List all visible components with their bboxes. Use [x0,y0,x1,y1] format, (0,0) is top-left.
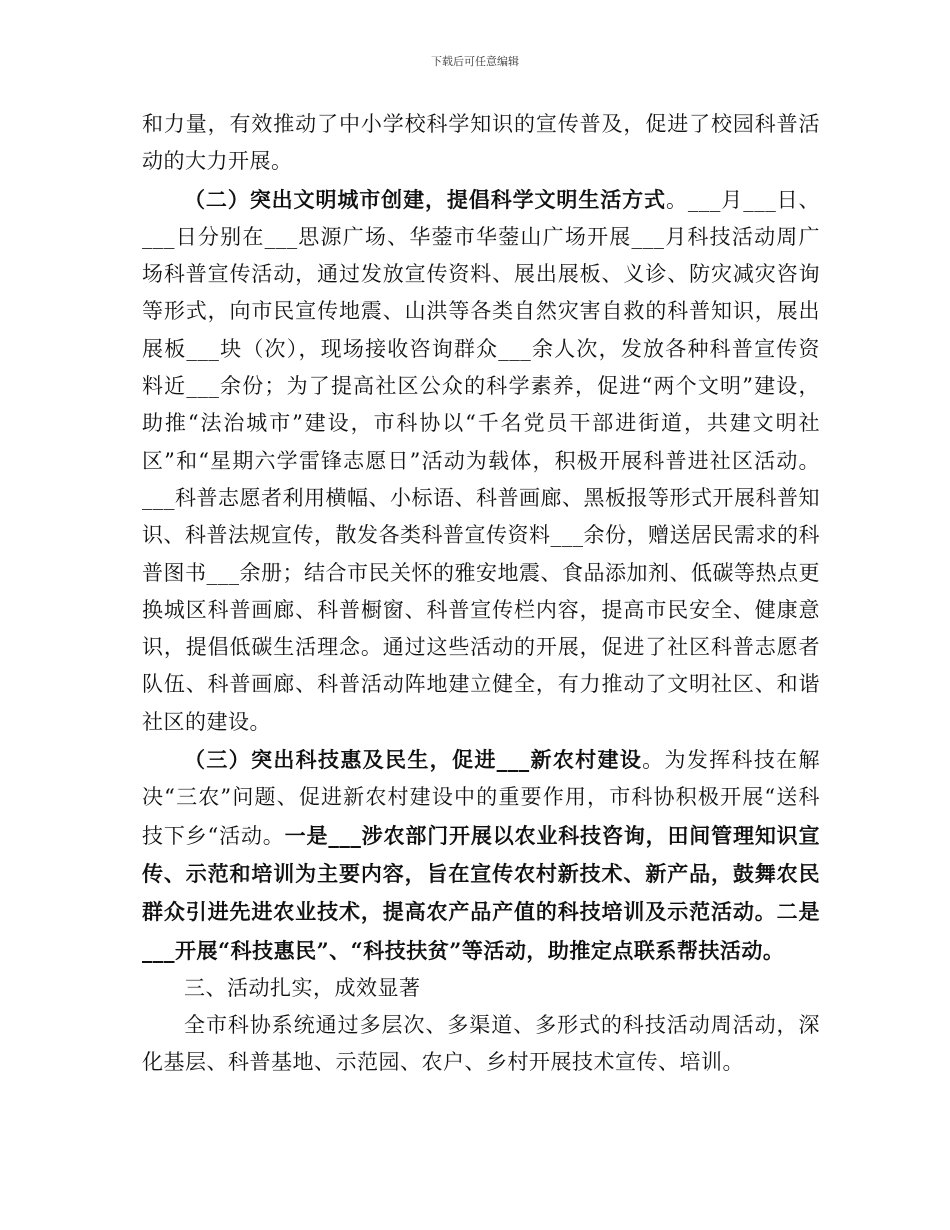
paragraph-3 [142,741,820,970]
subsection-2-heading: （二）突出文明城市创建，提倡科学文明生活方式 [184,186,666,212]
paragraph-4-text: 全市科协系统通过多层次、多渠道、多形式的科技活动周活动，深化基层、科普基地、示范园、农户、乡村开展技术宣传、培训。 [142,1013,820,1075]
paragraph-1-text: 和力量，有效推动了中小学校科学知识的宣传普及，促进了校园科普活动的大力开展。 [142,112,820,174]
paragraph-3-text: 。为发挥科技在解决“三农”问题、促进新农村建设中的重要作用，市科协积极开展“送科技下乡“活动。 [142,748,821,848]
subsection-3-heading: （三）突出科技惠及民生，促进___新农村建设 [184,747,643,773]
paragraph-4 [142,1007,820,1082]
paragraph-2 [142,181,820,741]
page-header: 下载后可任意编辑 [431,55,519,68]
document-body [142,106,820,1082]
paragraph-1 [142,106,820,181]
paragraph-3-bold-text: 一是___涉农部门开展以农业科技咨询，田间管理知识宣传、示范和培训为主要内容，旨在宣传农村新技术、新产品，鼓舞农民群众引进先进农业技术，提高农产品产值的科技培训及示范活动。二是___开展“科技惠民”、“科技扶贫”等活动，助推定点联系帮扶活动。 [142,822,820,963]
paragraph-2-text: 。___月___日、___日分别在___思源广场、华蓥市华蓥山广场开展___月科技活动周广场科普宣传活动，通过发放宣传资料、展出展板、义诊、防灾减灾咨询等形式，向市民宣传地震、山洪等各类自然灾害自救的科普知识，展出展板___块（次），现场接收咨询群众___余人次，发放各种科普宣传资料近___余份；为了提高社区公众的科学素养，促进“两个文明”建设，助推“法治城市”建设，市科协以“千名党员干部进街道，共建文明社区”和“星期六学雷锋志愿日”活动为载体，积极开展科普进社区活动。___科普志愿者利用横幅、小标语、科普画廊、黑板报等形式开展科普知识、科普法规宣传，散发各类科普宣传资料___余份，赠送居民需求的科普图书___余册；结合市民关怀的雅安地震、食品添加剂、低碳等热点更换城区科普画廊、科普橱窗、科普宣传栏内容，提高市民安全、健康意识，提倡低碳生活理念。通过这些活动的开展，促进了社区科普志愿者队伍、科普画廊、科普活动阵地建立健全，有力推动了文明社区、和谐社区的建设。 [142,187,821,734]
section-3-title: 三、活动扎实，成效显著 [184,975,421,1000]
